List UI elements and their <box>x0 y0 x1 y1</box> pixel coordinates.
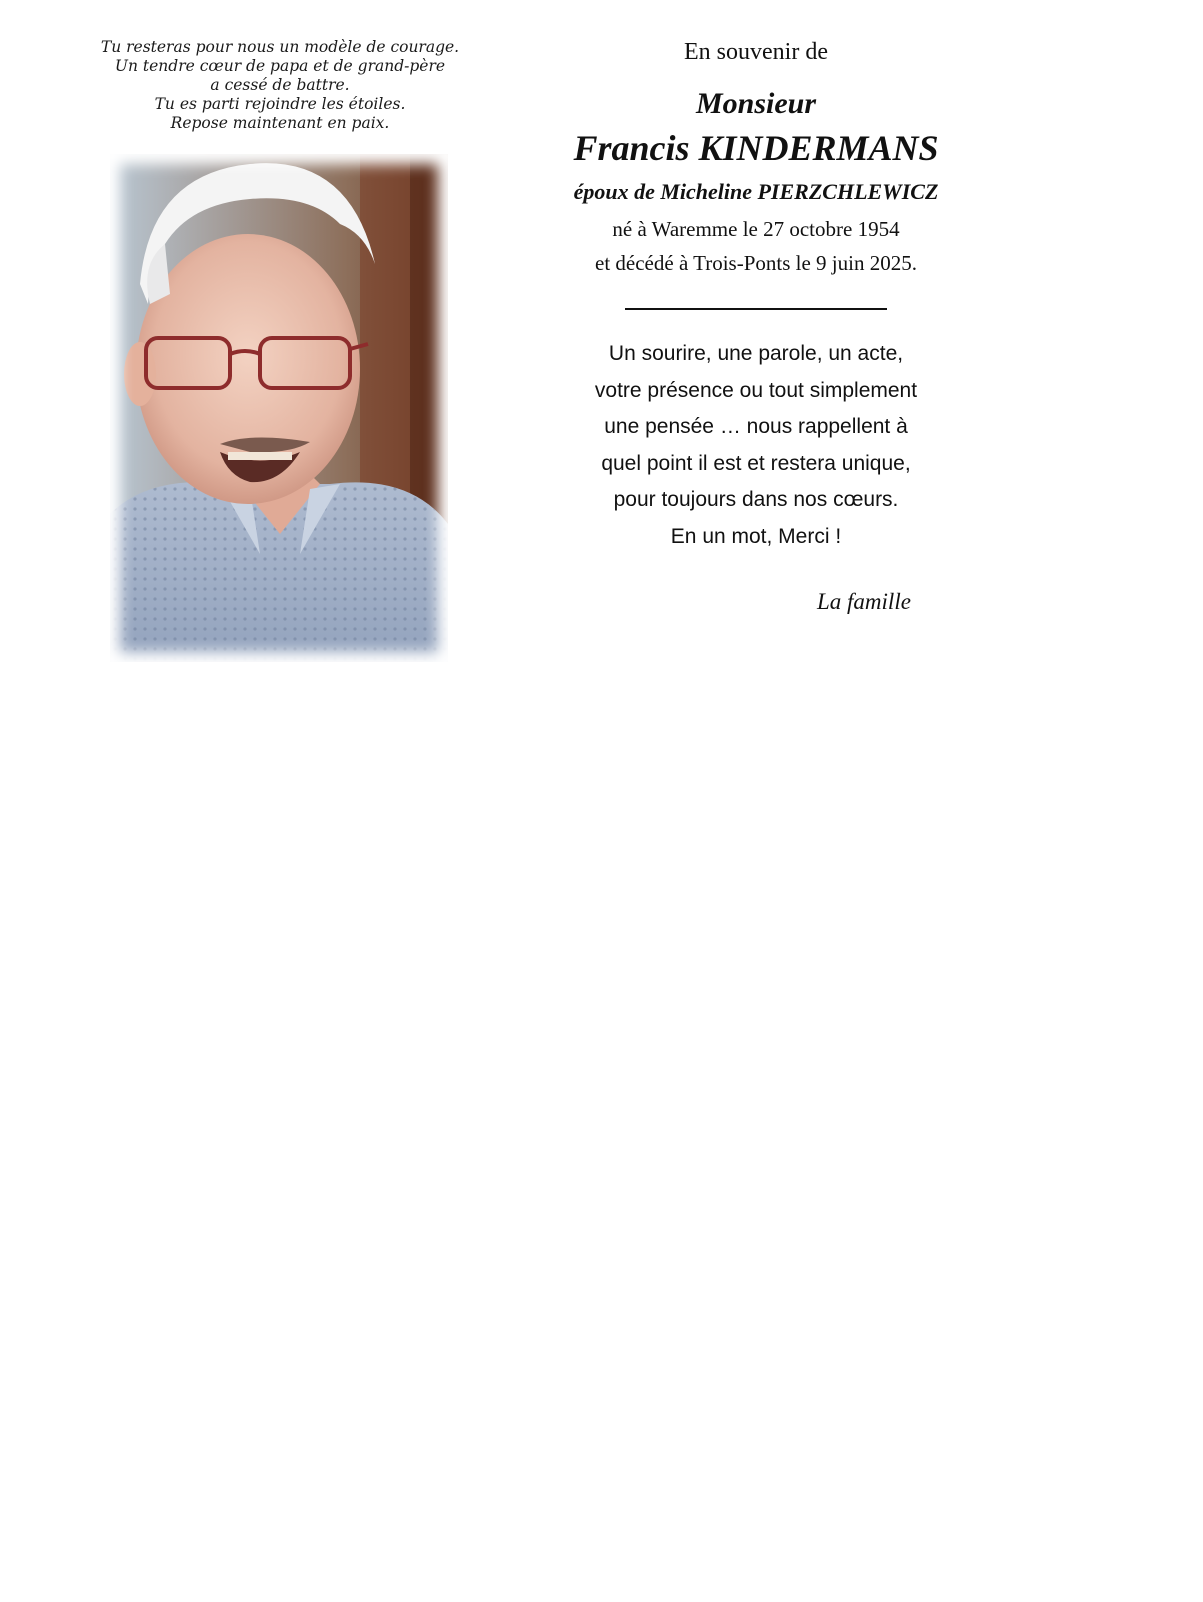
thanks-text <box>540 336 972 555</box>
family-signature: La famille <box>817 589 911 614</box>
notice-block <box>540 36 972 555</box>
poem-line: a cessé de battre. <box>210 76 350 94</box>
thanks-line: votre présence ou tout simplement <box>594 378 918 402</box>
birth-line: né à Waremme le 27 octobre 1954 <box>612 217 900 241</box>
poem-line: Un tendre cœur de papa et de grand-père <box>114 57 446 75</box>
honorific: Monsieur <box>695 87 817 120</box>
portrait-photo <box>110 154 448 662</box>
death-line: et décédé à Trois-Ponts le 9 juin 2025. <box>595 251 917 275</box>
deceased-name: Francis KINDERMANS <box>573 128 939 168</box>
thanks-line: Un sourire, une parole, un acte, <box>608 342 904 365</box>
thanks-line: quel point il est et restera unique, <box>601 451 911 475</box>
poem-line: Tu es parti rejoindre les étoiles. <box>154 95 406 113</box>
spouse-line: époux de Micheline PIERZCHLEWICZ <box>573 179 939 204</box>
memorial-poem <box>100 38 460 133</box>
intro-text: En souvenir de <box>684 39 828 65</box>
thanks-line: pour toujours dans nos cœurs. <box>613 488 899 511</box>
thanks-line: une pensée … nous rappellent à <box>604 415 908 438</box>
portrait-illustration <box>110 154 448 662</box>
divider <box>625 308 887 310</box>
poem-line: Tu resteras pour nous un modèle de courage. <box>100 38 460 56</box>
thanks-line: En un mot, Merci ! <box>670 524 842 548</box>
poem-line: Repose maintenant en paix. <box>170 114 390 132</box>
